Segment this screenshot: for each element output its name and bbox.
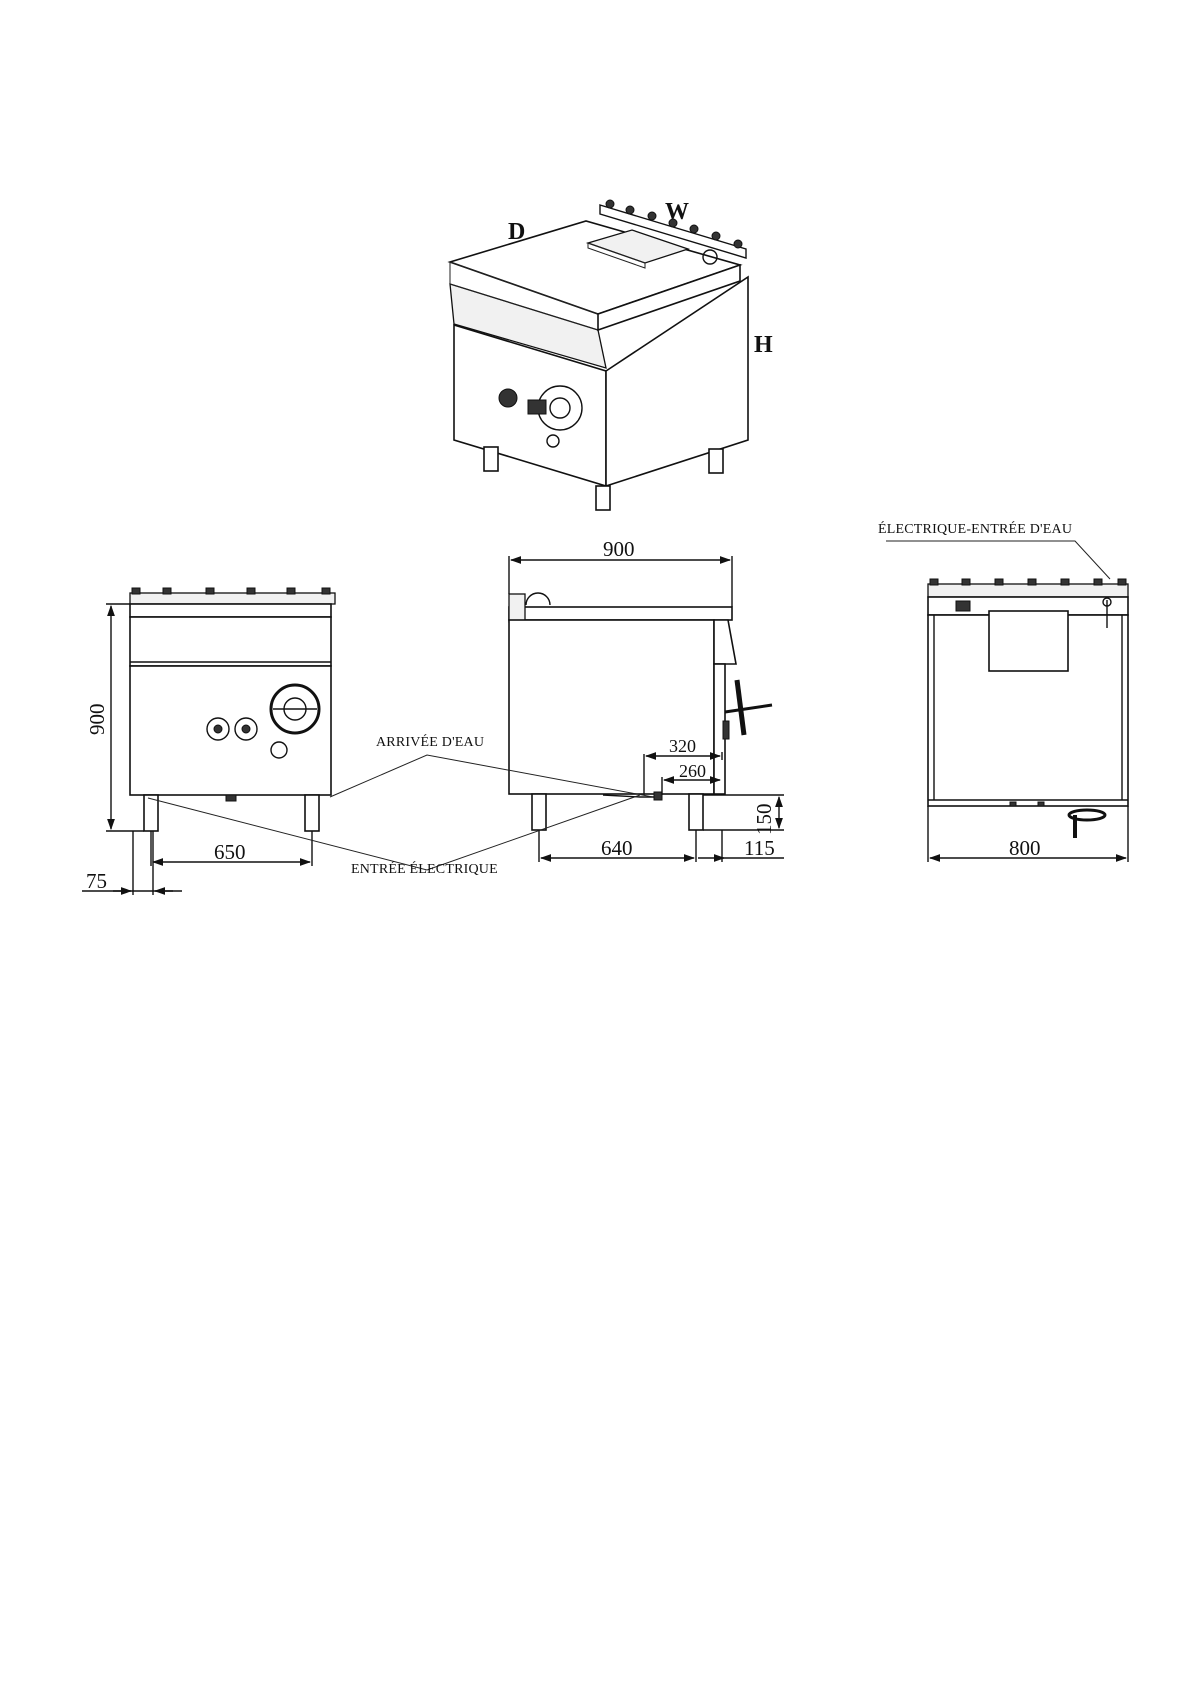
front-view: [82, 588, 335, 895]
side-inlet-height-value: 150: [752, 803, 776, 835]
side-leg-rear: [532, 794, 546, 830]
rear-view: [878, 520, 1128, 862]
side-rear-rail: [509, 594, 525, 622]
rear-access-panel: [989, 611, 1068, 671]
perspective-view: [450, 199, 773, 510]
side-front-panel: [714, 620, 736, 664]
side-water-offset-value: 320: [669, 736, 696, 756]
rear-fitting-left: [956, 601, 970, 611]
perspective-label-w: W: [665, 199, 689, 225]
control-knob: [499, 389, 517, 407]
perspective-label-h: H: [754, 332, 773, 358]
front-drain: [226, 795, 236, 801]
front-height-value: 900: [85, 703, 109, 735]
side-rear-fitting: [526, 593, 550, 605]
water-inlet-label: ARRIVÉE D'EAU: [376, 735, 485, 750]
side-leg-span-value: 640: [601, 836, 633, 860]
side-depth-value: 900: [603, 537, 635, 561]
rear-width-value: 800: [1009, 836, 1041, 860]
front-lid-band: [130, 604, 331, 617]
electric-inlet-label: ENTRÉE ÉLECTRIQUE: [351, 862, 498, 877]
front-leg-offset-value: 75: [86, 869, 107, 893]
perspective-label-d: D: [508, 219, 526, 245]
rear-top-rail: [928, 584, 1128, 597]
tilt-crank: [528, 400, 546, 414]
front-rail: [130, 593, 335, 604]
front-width-value: 650: [214, 840, 246, 864]
side-crank-shaft: [725, 705, 772, 712]
combined-inlet-leader: [886, 541, 1110, 579]
front-leg-right: [305, 795, 319, 831]
combined-inlet-label: ÉLECTRIQUE-ENTRÉE D'EAU: [878, 522, 1073, 537]
side-top-deck: [509, 607, 732, 620]
front-upper-panel: [130, 617, 331, 666]
side-leg-front: [689, 794, 703, 830]
side-electric-offset-value: 260: [679, 761, 706, 781]
side-crank-handle: [737, 680, 744, 735]
side-rear-offset-value: 115: [744, 836, 775, 860]
